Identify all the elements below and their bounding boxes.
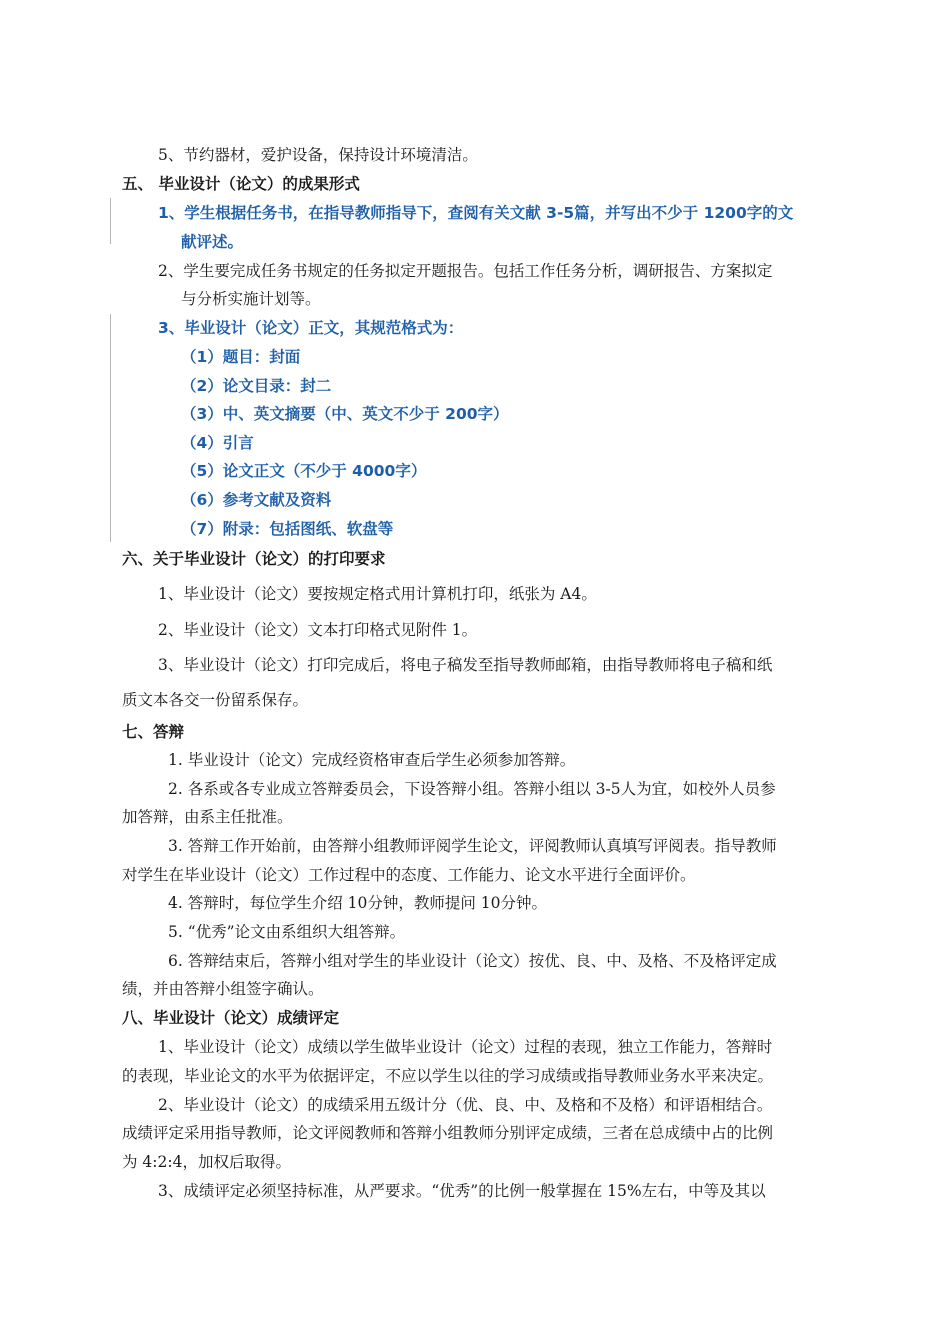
format-item-appendix: （7）附录：包括图纸、软盘等 xyxy=(181,520,394,538)
section6-item-3: 3、毕业设计（论文）打印完成后，将电子稿发至指导教师邮箱，由指导教师将电子稿和纸 xyxy=(158,656,773,674)
section7-item-1: 1. 毕业设计（论文）完成经资格审查后学生必须参加答辩。 xyxy=(168,751,576,769)
section7-item-2-cont: 加答辩，由系主任批准。 xyxy=(122,808,293,826)
section5-item-2-cont: 与分析实施计划等。 xyxy=(181,290,321,308)
format-item-intro: （4）引言 xyxy=(181,434,254,452)
section8-item-3: 3、成绩评定必须坚持标准，从严要求。“优秀”的比例一般掌握在 15%左右，中等及其以 xyxy=(158,1182,766,1200)
format-item-title: （1）题目：封面 xyxy=(181,348,301,366)
section7-item-2: 2. 各系或各专业成立答辩委员会，下设答辩小组。答辩小组以 3-5人为宜，如校外人员参 xyxy=(168,780,776,798)
revision-bar-2 xyxy=(110,314,111,542)
section4-item-5: 5、节约器材，爱护设备，保持设计环境清洁。 xyxy=(158,146,478,164)
section8-item-2-cont2: 为 4:2:4，加权后取得。 xyxy=(122,1153,291,1171)
section7-item-6: 6. 答辩结束后，答辩小组对学生的毕业设计（论文）按优、良、中、及格、不及格评定成 xyxy=(168,952,777,970)
section6-item-1: 1、毕业设计（论文）要按规定格式用计算机打印，纸张为 A4。 xyxy=(158,585,597,603)
format-item-references: （6）参考文献及资料 xyxy=(181,491,332,509)
section5-item-1-cont: 献评述。 xyxy=(181,233,244,251)
section5-item-2: 2、学生要完成任务书规定的任务拟定开题报告。包括工作任务分析，调研报告、方案拟定 xyxy=(158,262,773,280)
section8-item-1: 1、毕业设计（论文）成绩以学生做毕业设计（论文）过程的表现，独立工作能力，答辩时 xyxy=(158,1038,773,1056)
section6-heading: 六、关于毕业设计（论文）的打印要求 xyxy=(122,550,386,568)
section8-item-1-cont: 的表现，毕业论文的水平为依据评定，不应以学生以往的学习成绩或指导教师业务水平来决定。 xyxy=(122,1067,774,1085)
revision-bar-1 xyxy=(110,198,111,244)
section7-heading: 七、答辩 xyxy=(122,723,185,741)
section8-item-2-cont: 成绩评定采用指导教师，论文评阅教师和答辩小组教师分别评定成绩，三者在总成绩中占的比例 xyxy=(122,1124,774,1142)
format-item-abstract: （3）中、英文摘要（中、英文不少于 200字） xyxy=(181,405,509,423)
section8-item-2: 2、毕业设计（论文）的成绩采用五级计分（优、良、中、及格和不及格）和评语相结合。 xyxy=(158,1096,773,1114)
section5-item-3: 3、毕业设计（论文）正文，其规范格式为： xyxy=(158,319,464,337)
section6-item-2: 2、毕业设计（论文）文本打印格式见附件 1。 xyxy=(158,621,478,639)
section8-heading: 八、毕业设计（论文）成绩评定 xyxy=(122,1009,340,1027)
section7-item-5: 5. “优秀”论文由系组织大组答辩。 xyxy=(168,923,406,941)
section7-item-6-cont: 绩，并由答辩小组签字确认。 xyxy=(122,980,324,998)
section5-item-1: 1、学生根据任务书，在指导教师指导下，查阅有关文献 3-5篇，并写出不少于 1200字的文 xyxy=(158,204,794,222)
section7-item-3-cont: 对学生在毕业设计（论文）工作过程中的态度、工作能力、论文水平进行全面评价。 xyxy=(122,866,696,884)
section7-item-3: 3. 答辩工作开始前，由答辩小组教师评阅学生论文，评阅教师认真填写评阅表。指导教师 xyxy=(168,837,777,855)
format-item-body: （5）论文正文（不少于 4000字） xyxy=(181,462,427,480)
section5-heading: 五、 毕业设计（论文）的成果形式 xyxy=(122,175,360,193)
format-item-toc: （2）论文目录：封二 xyxy=(181,377,332,395)
section7-item-4: 4. 答辩时，每位学生介绍 10分钟，教师提问 10分钟。 xyxy=(168,894,548,912)
section6-item-3-cont: 质文本各交一份留系保存。 xyxy=(122,691,309,709)
